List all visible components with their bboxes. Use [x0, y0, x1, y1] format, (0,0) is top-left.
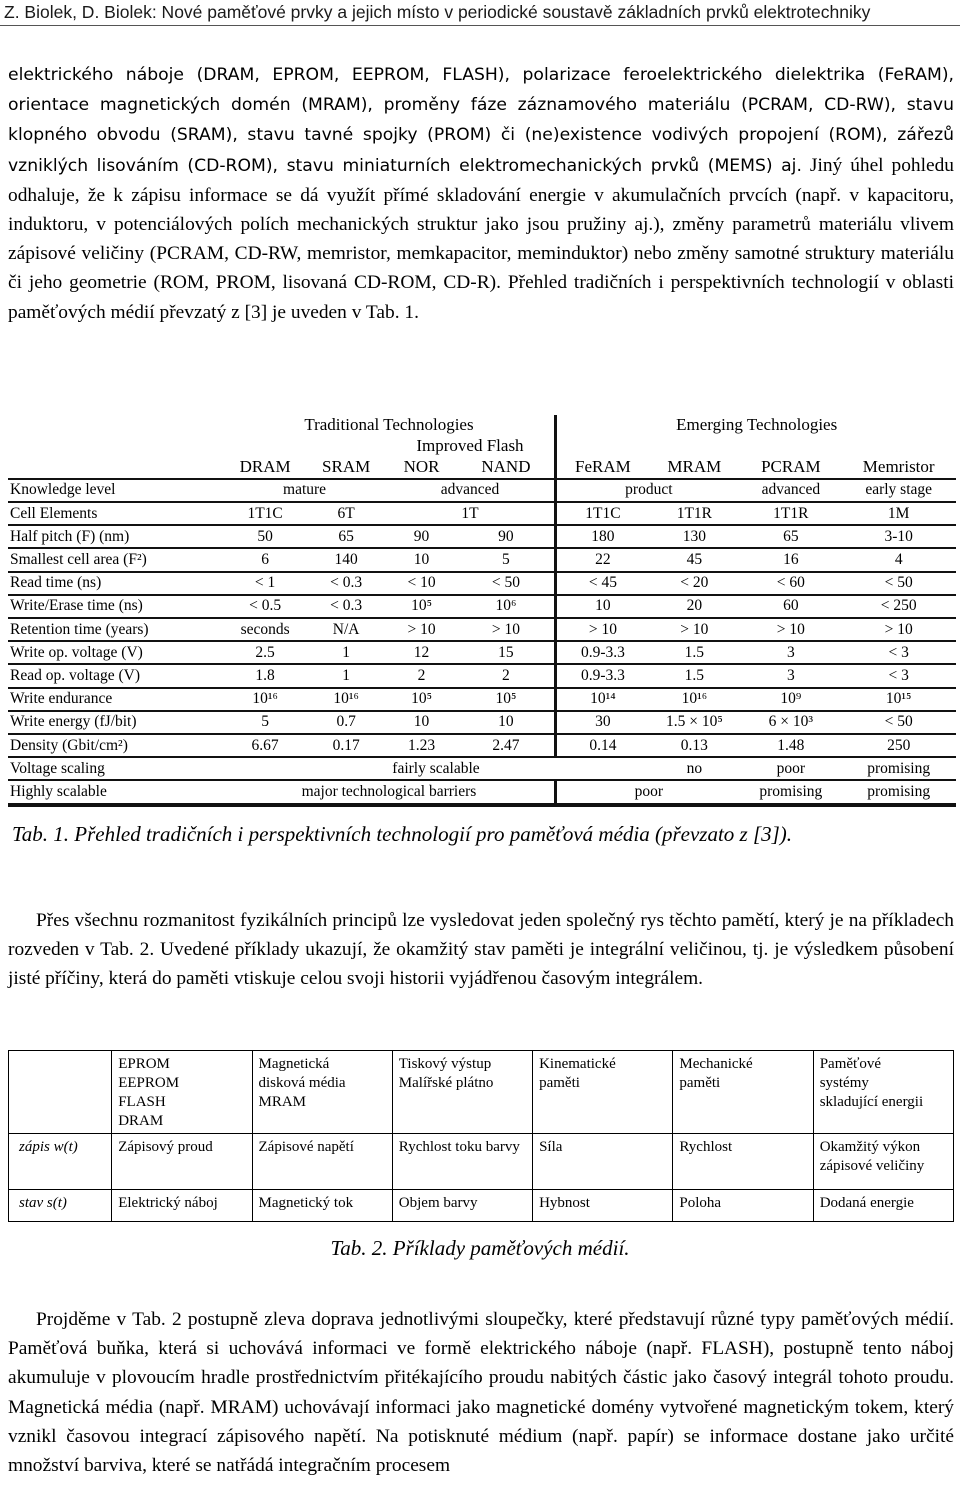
table2-head-cell [813, 1051, 953, 1134]
table1-cell: 10¹⁵ [841, 688, 956, 711]
table1-cell: 10¹⁴ [556, 688, 649, 711]
table1-cell: 0.9-3.3 [556, 641, 649, 664]
table1-cell: 6 [224, 548, 307, 571]
table1-cell: 10⁹ [740, 688, 841, 711]
table2-cell: Dodaná energie [813, 1190, 953, 1222]
table1-cell: 5 [457, 548, 555, 571]
table1-cell: 2 [457, 664, 555, 687]
table2-head-line: FLASH [118, 1094, 166, 1110]
table1-cell: N/A [307, 618, 386, 641]
table2-state-row [9, 1190, 954, 1222]
table1-row-label: Voltage scaling [8, 757, 224, 780]
table1-corner [8, 415, 224, 436]
table1-row-label: Half pitch (F) (nm) [8, 525, 224, 548]
table2-head-line: paměti [679, 1075, 721, 1091]
table1-cell: < 50 [457, 572, 555, 595]
table1-cell: 90 [457, 525, 555, 548]
table1-cell: no [648, 757, 740, 780]
table1 [8, 415, 956, 807]
table1-cell: < 45 [556, 572, 649, 595]
table1-cell: 10¹⁶ [224, 688, 307, 711]
table2-cell: Objem barvy [392, 1190, 532, 1222]
table1-col: NAND [457, 457, 555, 479]
table1-cell: 1T1C [224, 502, 307, 525]
table1-col: Memristor [841, 457, 956, 479]
table2-row-label: stav s(t) [9, 1190, 112, 1222]
table1-cell: promising [841, 780, 956, 805]
table1-cell: < 3 [841, 664, 956, 687]
table2-head-cell [673, 1051, 813, 1134]
table1-row-label: Knowledge level [8, 479, 224, 502]
table1-row-label: Smallest cell area (F²) [8, 548, 224, 571]
table2-cell: Poloha [673, 1190, 813, 1222]
table1-cell: major technological barriers [224, 780, 556, 805]
table1-row-label: Read time (ns) [8, 572, 224, 595]
table1-cell: 3-10 [841, 525, 956, 548]
table1-cell: 0.9-3.3 [556, 664, 649, 687]
table1-cell: 1.23 [386, 734, 458, 757]
table1-cell: < 50 [841, 572, 956, 595]
table1-cell: promising [740, 780, 841, 805]
table1-cell: 10⁵ [457, 688, 555, 711]
table2-write-row [9, 1134, 954, 1190]
table1-row [8, 734, 956, 757]
table1-col: PCRAM [740, 457, 841, 479]
paragraph-middle: Přes všechnu rozmanitost fyzikálních principů lze vysledovat jeden společný rys těchto pamětí, který je na příkladech rozveden v Tab. 2. Uvedené příklady ukazují, že okamžitý stav paměti je integrální veličinou, tj. je výsledkem působení jisté příčiny, která do paměti vtiskuje celou svoji historii vyjádřenou časovým integrálem. [8, 910, 954, 990]
table1-cell: fairly scalable [224, 757, 649, 780]
table1-row-label: Write endurance [8, 688, 224, 711]
table1-cell: < 1 [224, 572, 307, 595]
table1-cell: 3 [740, 664, 841, 687]
running-header: Z. Biolek, D. Biolek: Nové paměťové prvky a jejich místo v periodické soustavě základních prvků elektrotechniky [0, 0, 960, 26]
table1-cell: 30 [556, 711, 649, 734]
table1-cell: 1.8 [224, 664, 307, 687]
table1-figure [8, 415, 956, 807]
table1-cell: 2 [386, 664, 458, 687]
table1-row [8, 618, 956, 641]
table1-cell: < 0.3 [307, 572, 386, 595]
table1-cell: 20 [648, 595, 740, 618]
table1-cell: > 10 [841, 618, 956, 641]
table1-label-header [8, 457, 224, 479]
table1-cell: 6.67 [224, 734, 307, 757]
table1-cell: 10⁶ [457, 595, 555, 618]
table2-cell: Elektrický náboj [112, 1190, 252, 1222]
table1-col: NOR [386, 457, 458, 479]
table2-head-line: Kinematické [539, 1056, 616, 1072]
table1-cell: 16 [740, 548, 841, 571]
table2 [8, 1050, 954, 1222]
table1-cell: 10⁵ [386, 595, 458, 618]
table1-row [8, 595, 956, 618]
table1-cell: 1T1C [556, 502, 649, 525]
paragraph-intro [8, 60, 954, 327]
table2-cell: Okamžitý výkon zápisové veličiny [813, 1134, 953, 1190]
table1-cell: 12 [386, 641, 458, 664]
paragraph-final: Projděme v Tab. 2 postupně zleva doprava jednotlivými sloupečky, které představují různé typy paměťových médií. Paměťová buňka, která si uchovává informaci ve formě elektrického náboje (např. FLASH), postupně tento náboj akumuluje v plovoucím hradle prostřednictvím přitékajícího proudu nabitých částic jako časový integrál tohoto proudu. Magnetická média (např. MRAM) uchovávají informaci jako magnetické domény vytvořené magnetickým tokem, který vznikl časovou integrací zápisového napětí. Na potisknuté médium (např. papír) se informace dostane jako určité množství barviva, které se natřádá integračním procesem [8, 1309, 954, 1477]
table1-cell: advanced [740, 479, 841, 502]
table2-head-line: MRAM [258, 1094, 307, 1110]
table2-head-line: systémy [819, 1075, 869, 1091]
table1-cell: product [556, 479, 740, 502]
table2-cell: Síla [533, 1134, 673, 1190]
table1-cell: 250 [841, 734, 956, 757]
table1-cell: < 50 [841, 711, 956, 734]
table2-cell: Magnetický tok [252, 1190, 392, 1222]
table1-row [8, 479, 956, 502]
table1-cell: < 0.5 [224, 595, 307, 618]
table1-cell: seconds [224, 618, 307, 641]
table1-cell: 10¹⁶ [648, 688, 740, 711]
table1-cell: < 20 [648, 572, 740, 595]
table1-cell: 10 [457, 711, 555, 734]
table1-cell: 60 [740, 595, 841, 618]
table1-cell: 22 [556, 548, 649, 571]
table1-cell: 5 [224, 711, 307, 734]
table1-cell: advanced [386, 479, 556, 502]
table1-cell: > 10 [740, 618, 841, 641]
table2-corner [9, 1051, 112, 1134]
table1-cell: poor [740, 757, 841, 780]
table1-cell: early stage [841, 479, 956, 502]
table2-head-line: skladující energii [819, 1094, 924, 1110]
paragraph-intro-part2: Jiný úhel pohledu odhaluje, že k zápisu informace se dá využít přímé skladování energie v akumulačních prvcích (např. v kapacitoru, induktoru, v potenciálových polích mechanických struktur jako jsou pružiny aj.), změny parametrů materiálu vlivem zápisové veličiny (PCRAM, CD-RW, memristor, memkapacitor, meminduktor) nebo změny samotné struktury materiálu či jeho geometrie (ROM, PROM, lisovaná CD-ROM, CD-R). Přehled tradičních i perspektivních technologií v oblasti paměťových médií převzatý z [3] je uveden v Tab. 1. [8, 154, 955, 323]
table1-cell: < 3 [841, 641, 956, 664]
paragraph-intro-part1: elektrického náboje (DRAM, EPROM, EEPROM, FLASH), polarizace feroelektrického dielektrika (FeRAM), orientace magnetických domén (MRAM), proměny fáze záznamového materiálu (PCRAM, CD-RW), stavu klopného obvodu (SRAM), stavu tavné spojky (PROM) či (ne)existence vodivých propojení (ROM), zářezů vzniklých lisováním (CD-ROM), stavu miniaturních elektromechanických prvků (MEMS) aj. [8, 65, 954, 176]
table1-row [8, 664, 956, 687]
table1-cell: 140 [307, 548, 386, 571]
table1-cell: 1 [307, 664, 386, 687]
table2-head-line: Magnetická [258, 1056, 330, 1072]
table2-cell: Zápisové napětí [252, 1134, 392, 1190]
table1-cell: 1M [841, 502, 956, 525]
table1-row-label: Cell Elements [8, 502, 224, 525]
table1-row-label: Write energy (fJ/bit) [8, 711, 224, 734]
table1-cell: 0.17 [307, 734, 386, 757]
table1-cell: 1T1R [648, 502, 740, 525]
table2-head-row [9, 1051, 954, 1134]
table1-cell: 65 [307, 525, 386, 548]
table2-caption: Tab. 2. Příklady paměťových médií. [330, 1236, 630, 1260]
table1-row-label: Highly scalable [8, 780, 224, 805]
table2-cell: Hybnost [533, 1190, 673, 1222]
table1-cell: < 10 [386, 572, 458, 595]
table1-cell: < 250 [841, 595, 956, 618]
table1-row [8, 641, 956, 664]
table1-cell: promising [841, 757, 956, 780]
table1-cell: 50 [224, 525, 307, 548]
table2-cell: Rychlost toku barvy [392, 1134, 532, 1190]
table1-cell: 0.13 [648, 734, 740, 757]
table1-caption: Tab. 1. Přehled tradičních i perspektivních technologií pro paměťová média (převzato z [3]). [12, 822, 793, 846]
table1-cell: 10 [386, 711, 458, 734]
table1-row-label: Read op. voltage (V) [8, 664, 224, 687]
table1-row [8, 502, 956, 525]
table1-cell: 10 [386, 548, 458, 571]
table1-cell: 0.7 [307, 711, 386, 734]
table1-cell: 2.47 [457, 734, 555, 757]
table1-cell: > 10 [648, 618, 740, 641]
table1-cell: 65 [740, 525, 841, 548]
table2-head-line: DRAM [118, 1113, 164, 1129]
table1-cell: > 10 [556, 618, 649, 641]
table1-cell: 45 [648, 548, 740, 571]
table1-cell: mature [224, 479, 386, 502]
table2-cell: Zápisový proud [112, 1134, 252, 1190]
table1-cell: poor [556, 780, 740, 805]
table1-cell: < 0.3 [307, 595, 386, 618]
table2-head-line: EPROM [118, 1056, 170, 1072]
table2-row-label: zápis w(t) [9, 1134, 112, 1190]
table1-cell: > 10 [386, 618, 458, 641]
table1-group-traditional: Traditional Technologies [224, 415, 556, 436]
table1-row-label: Density (Gbit/cm²) [8, 734, 224, 757]
table2-head-cell [252, 1051, 392, 1134]
table1-row-label: Write op. voltage (V) [8, 641, 224, 664]
table1-cell: 6 × 10³ [740, 711, 841, 734]
table2-head-line: Mechanické [679, 1056, 753, 1072]
table1-row [8, 548, 956, 571]
table1-group-flash: Improved Flash [386, 436, 556, 457]
table1-cell: 180 [556, 525, 649, 548]
table1-col: DRAM [224, 457, 307, 479]
table1-cell: < 60 [740, 572, 841, 595]
table1-row [8, 711, 956, 734]
table1-cell: > 10 [457, 618, 555, 641]
table1-cell: 1.5 × 10⁵ [648, 711, 740, 734]
table1-row [8, 688, 956, 711]
table2-head-cell [533, 1051, 673, 1134]
table2-head-line: Tiskový výstup [398, 1056, 492, 1072]
table1-cell: 1T1R [740, 502, 841, 525]
table2-head-cell [392, 1051, 532, 1134]
table1-cell: 10 [556, 595, 649, 618]
table1-cell: 130 [648, 525, 740, 548]
table1-cell: 10¹⁶ [307, 688, 386, 711]
table1-group-emerging: Emerging Technologies [556, 415, 956, 436]
table1-cell: 1.5 [648, 641, 740, 664]
table1-col: FeRAM [556, 457, 649, 479]
table1-cell: 0.14 [556, 734, 649, 757]
table1-cell: 1 [307, 641, 386, 664]
table1-cell: 15 [457, 641, 555, 664]
table1-col: SRAM [307, 457, 386, 479]
table1-row [8, 572, 956, 595]
table1-cell: 6T [307, 502, 386, 525]
table2-cell: Rychlost [673, 1134, 813, 1190]
table1-cell: 3 [740, 641, 841, 664]
table2-head-line: paměti [539, 1075, 580, 1091]
table1-cell: 90 [386, 525, 458, 548]
table1-cell: 2.5 [224, 641, 307, 664]
table1-row-label: Retention time (years) [8, 618, 224, 641]
table2-head-line: disková média [258, 1075, 346, 1091]
table1-row [8, 525, 956, 548]
table1-col: MRAM [648, 457, 740, 479]
table1-cell: 1.48 [740, 734, 841, 757]
table2-head-line: Paměťové [819, 1056, 882, 1072]
table1-row-label: Write/Erase time (ns) [8, 595, 224, 618]
table1-row [8, 757, 956, 780]
table1-row [8, 780, 956, 805]
table2-head-cell [112, 1051, 252, 1134]
table2-head-line: EEPROM [118, 1075, 180, 1091]
table2-head-line: Malířské plátno [398, 1075, 494, 1091]
table1-cell: 4 [841, 548, 956, 571]
table1-cell: 1.5 [648, 664, 740, 687]
table1-cell: 10⁵ [386, 688, 458, 711]
table1-cell: 1T [386, 502, 556, 525]
